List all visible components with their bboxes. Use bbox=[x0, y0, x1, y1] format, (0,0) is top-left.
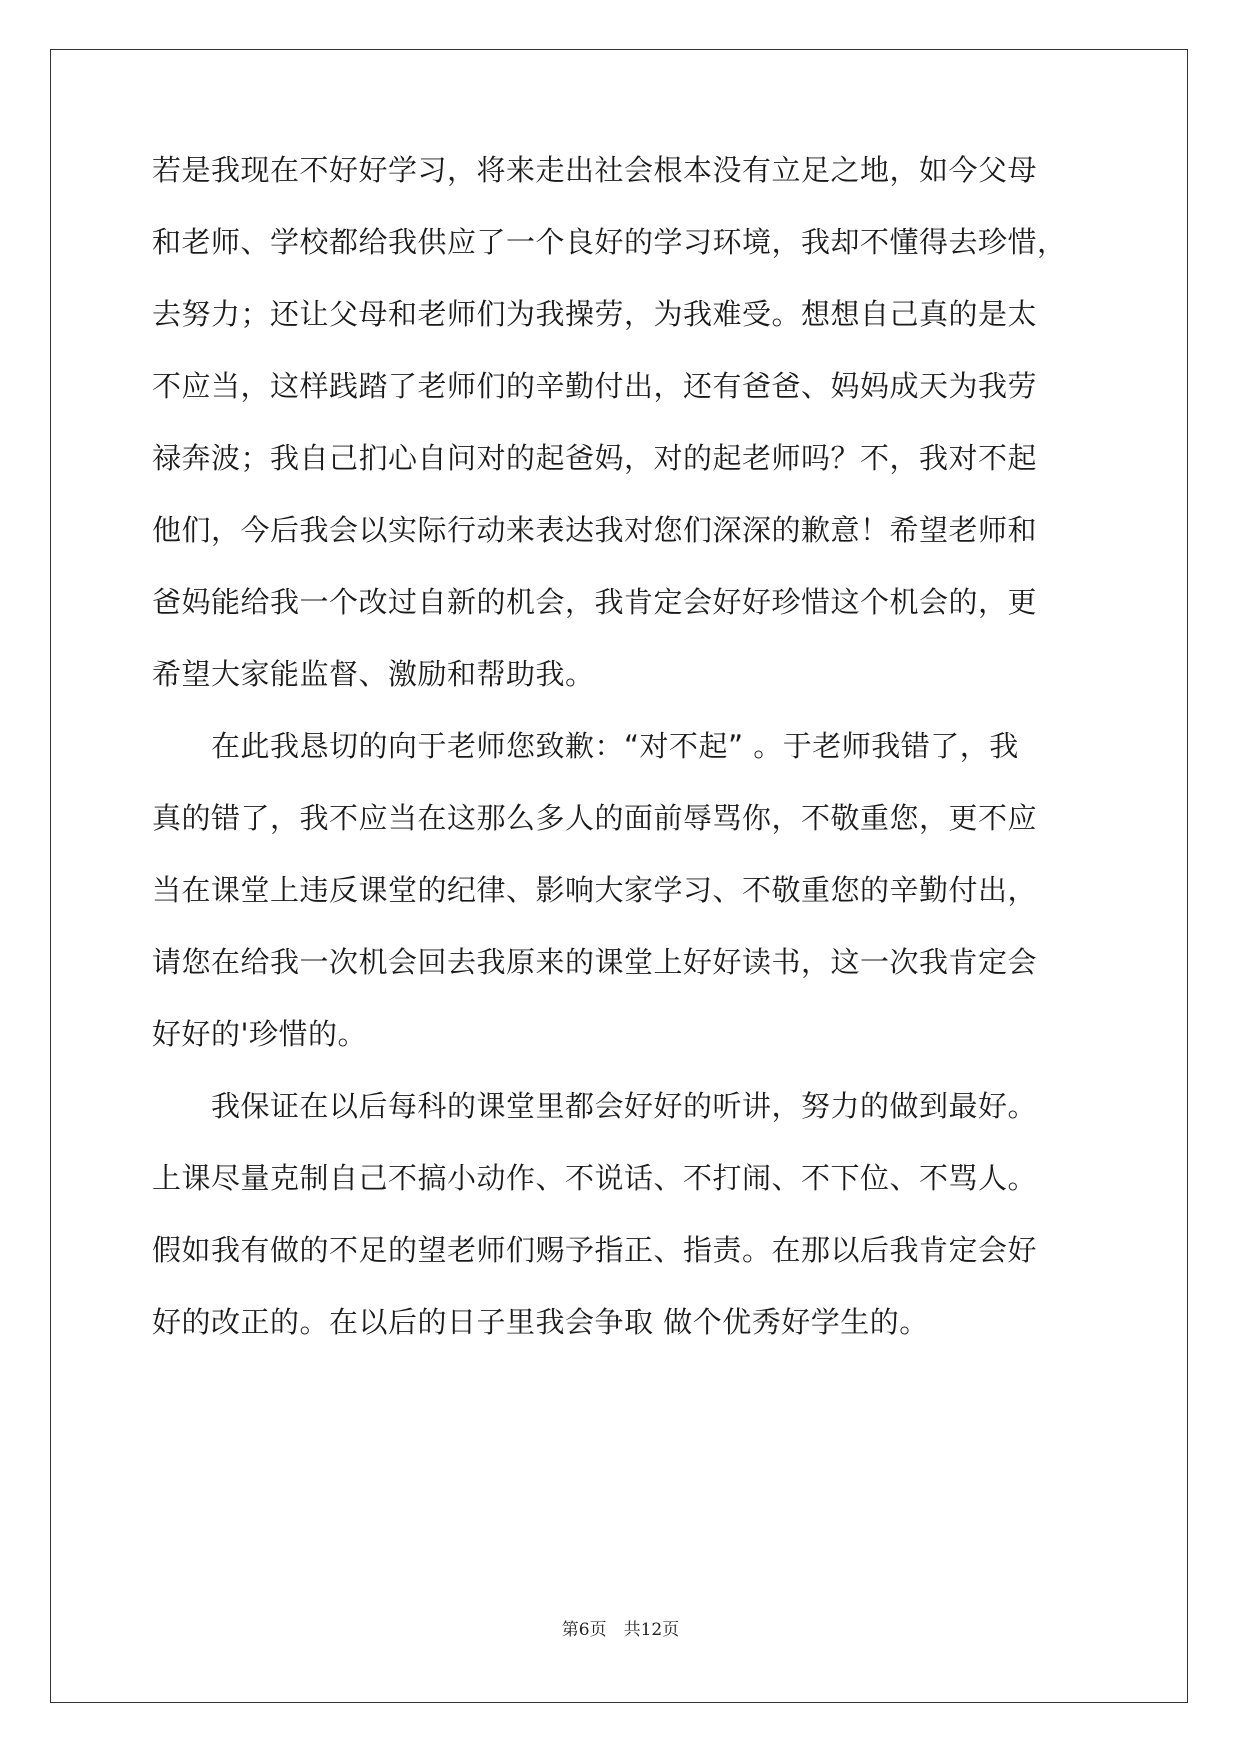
text-line: 若是我现在不好好学习，将来走出社会根本没有立足之地，如今父母 bbox=[152, 153, 1038, 187]
text-line: 好好的'珍惜的。 bbox=[152, 1017, 367, 1051]
text-line: 希望大家能监督、激励和帮助我。 bbox=[152, 657, 595, 691]
text-line: 在此我恳切的向于老师您致歉：“对不起” 。于老师我错了，我 bbox=[152, 729, 1019, 763]
text-line: 当在课堂上违反课堂的纪律、影响大家学习、不敬重您的辛勤付出， bbox=[152, 873, 1038, 907]
text-line: 爸妈能给我一个改过自新的机会，我肯定会好好珍惜这个机会的，更 bbox=[152, 585, 1038, 619]
text-line: 我保证在以后每科的课堂里都会好好的听讲，努力的做到最好。 bbox=[152, 1089, 1038, 1123]
text-line: 他们，今后我会以实际行动来表达我对您们深深的歉意！希望老师和 bbox=[152, 513, 1038, 547]
text-line: 请您在给我一次机会回去我原来的课堂上好好读书，这一次我肯定会 bbox=[152, 945, 1038, 979]
text-line: 上课尽量克制自己不搞小动作、不说话、不打闹、不下位、不骂人。 bbox=[152, 1161, 1038, 1195]
text-line: 好的改正的。在以后的日子里我会争取 做个优秀好学生的。 bbox=[152, 1305, 929, 1339]
text-line: 不应当，这样践踏了老师们的辛勤付出，还有爸爸、妈妈成天为我劳 bbox=[152, 369, 1038, 403]
text-line: 假如我有做的不足的望老师们赐予指正、指责。在那以后我肯定会好 bbox=[152, 1233, 1038, 1267]
text-line: 真的错了，我不应当在这那么多人的面前辱骂你，不敬重您，更不应 bbox=[152, 801, 1038, 835]
text-line: 去努力；还让父母和老师们为我操劳，为我难受。想想自己真的是太 bbox=[152, 297, 1038, 331]
text-line: 和老师、学校都给我供应了一个良好的学习环境，我却不懂得去珍惜， bbox=[152, 225, 1067, 259]
text-line: 禄奔波；我自己扪心自问对的起爸妈，对的起老师吗？不，我对不起 bbox=[152, 441, 1038, 475]
page-number-footer: 第6页 共12页 bbox=[561, 1620, 680, 1640]
